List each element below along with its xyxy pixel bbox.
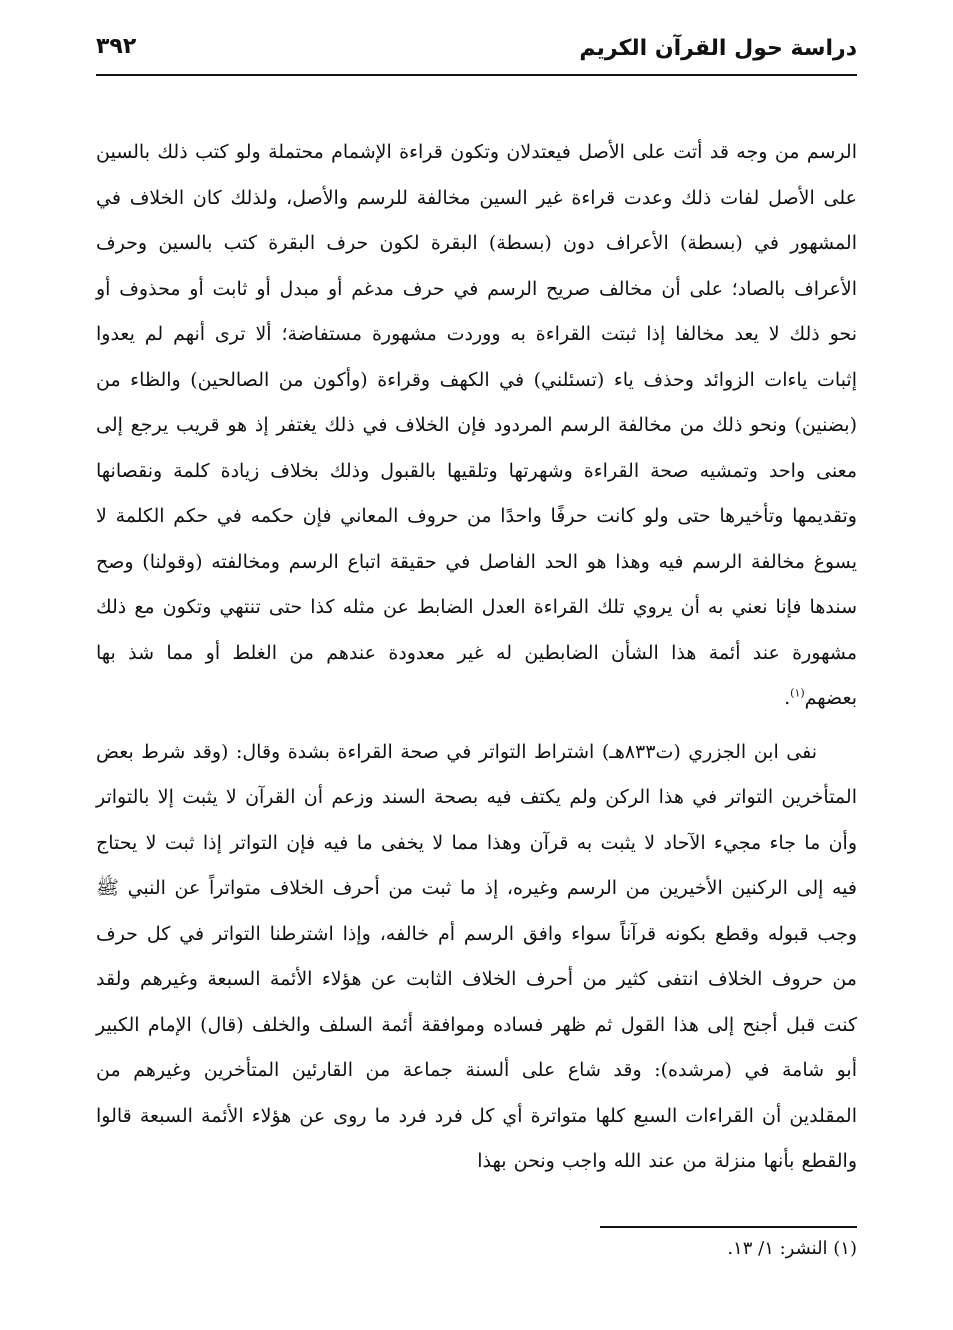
running-header xyxy=(96,30,857,76)
paragraph xyxy=(96,730,857,1185)
footnote: (١) النشر: ١/ ١٣. xyxy=(727,1238,857,1259)
footnote-reference: (١) xyxy=(790,686,805,700)
paragraph-end: . xyxy=(784,687,791,709)
footnote-separator xyxy=(600,1226,857,1228)
book-title: دراسة حول القرآن الكريم xyxy=(579,36,857,61)
main-text xyxy=(96,130,857,1185)
paragraph xyxy=(96,130,857,722)
paragraph-text: الرسم من وجه قد أتت على الأصل فيعتدلان وتكون قراءة الإشمام محتملة ولو كتب ذلك بالسين على الأصل لفات ذلك وعدت قراءة غير السين مخالفة للرسم والأصل، ولذلك كان الخلاف في المشهور في (بسطة) الأعراف دون (بسطة) البقرة لكون حرف البقرة كتب بالسين وحرف الأعراف بالصاد؛ على أن مخالف صريح الرسم في حرف مدغم أو مبدل أو ثابت أو محذوف أو نحو ذلك لا يعد مخالفا إذا ثبتت القراءة به ووردت مشهورة مستفاضة؛ ألا ترى أنهم لم يعدوا إثبات ياءات الزوائد وحذف ياء (تسئلني) في الكهف وقراءة (وأكون من الصالحين) والظاء من (بضنين) ونحو ذلك من مخالفة الرسم المردود فإن الخلاف في ذلك يغتفر إذ هو قريب يرجع إلى معنى واحد وتمشيه صحة القراءة وشهرتها وتلقيها بالقبول وذلك بخلاف زيادة كلمة ونقصانها وتقديمها وتأخيرها حتى ولو كانت حرفًا واحدًا من حروف المعاني فإن حكمه في حكم الكلمة لا يسوغ مخالفة الرسم فيه وهذا هو الحد الفاصل في حقيقة اتباع الرسم ومخالفته (وقولنا) وصح سندها فإنا نعني به أن يروي تلك القراءة العدل الضابط عن مثله كذا حتى تنتهي وتكون مع ذلك مشهورة عند أئمة هذا الشأن الضابطين له غير معدودة عندهم من الغلط أو مما شذ بها بعضهم xyxy=(96,141,857,709)
paragraph-text: نفى ابن الجزري (ت٨٣٣هـ) اشتراط التواتر في صحة القراءة بشدة وقال: (وقد شرط بعض المتأخرين التواتر في هذا الركن ولم يكتف فيه بصحة السند وزعم أن القرآن لا يثبت إلا بالتواتر وأن ما جاء مجيء الآحاد لا يثبت به قرآن وهذا مما لا يخفى ما فيه فإن التواتر إذا ثبت لا يحتاج فيه إلى الركنين الأخيرين من الرسم وغيره، إذ ما ثبت من أحرف الخلاف متواتراً عن النبي ﷺ وجب قبوله وقطع بكونه قرآناً سواء وافق الرسم أم خالفه، وإذا اشترطنا التواتر في كل حرف من حروف الخلاف انتفى كثير من أحرف الخلاف الثابت عن هؤلاء الأئمة السبعة وغيرهم ولقد كنت قبل أجنح إلى هذا القول ثم ظهر فساده وموافقة أئمة السلف والخلف (قال) الإمام الكبير أبو شامة في (مرشده): وقد شاع على ألسنة جماعة من القارئين المتأخرين وغيرهم من المقلدين أن القراءات السبع كلها متواترة أي كل فرد فرد ما روى عن هؤلاء الأئمة السبعة قالوا والقطع بأنها منزلة من عند الله واجب ونحن بهذا xyxy=(96,740,857,1172)
page-number: ٣٩٢ xyxy=(96,34,137,59)
